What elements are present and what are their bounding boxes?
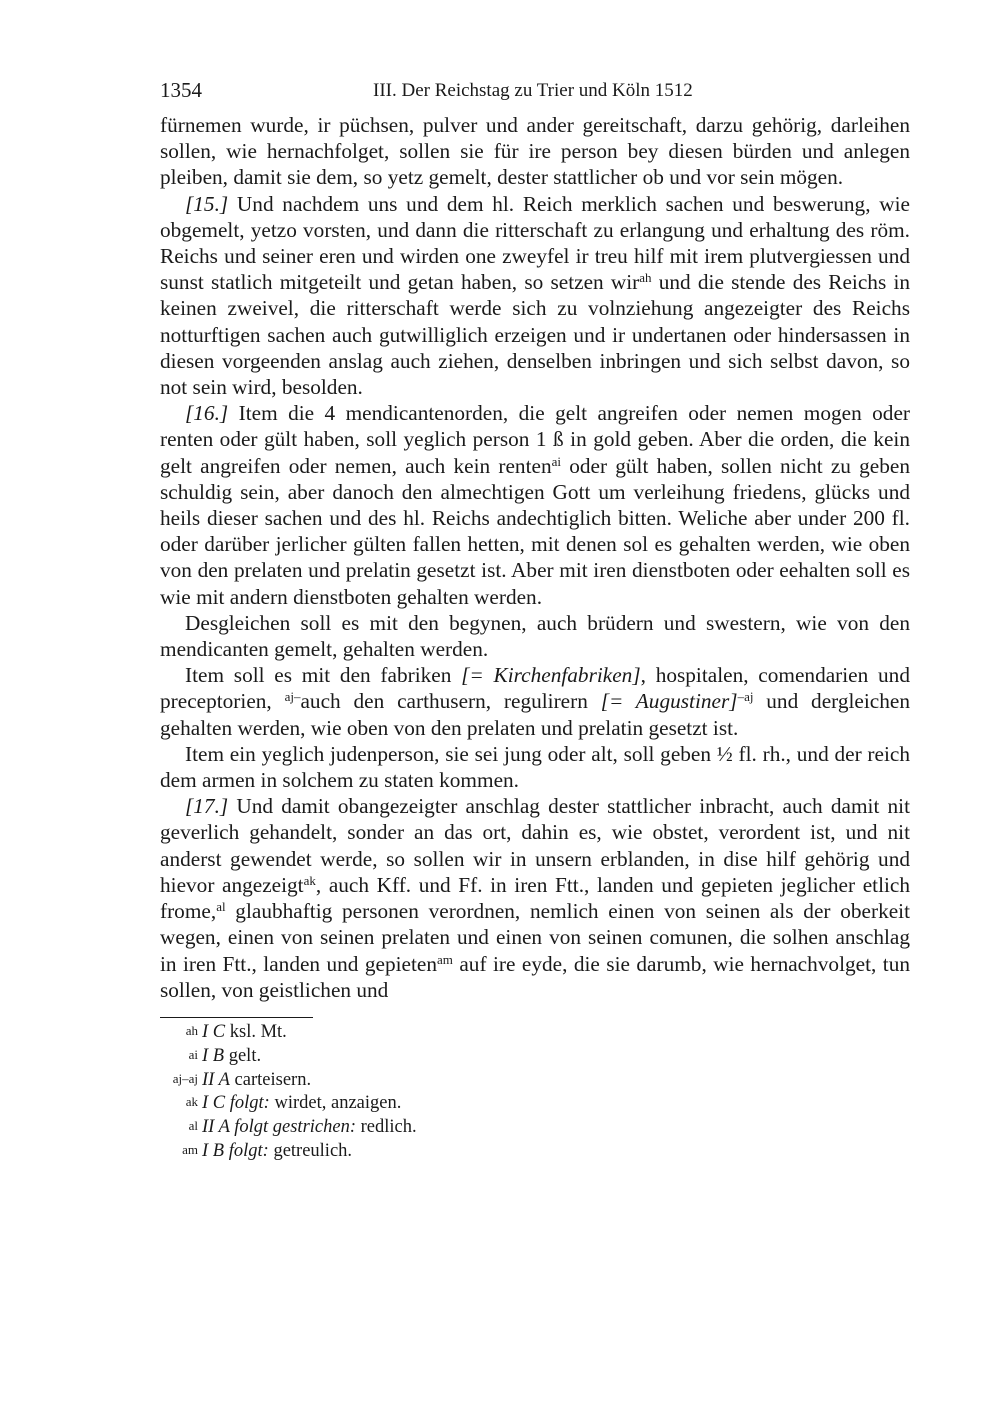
footnote-text: gelt. [224, 1045, 262, 1066]
running-head [160, 78, 910, 112]
paragraph-fabriken [160, 662, 910, 741]
paragraph-text: fürnemen wurde, ir püchsen, pulver und ander gereitschaft, darzu gehörig, darleihen sollen, wie hernachfolget, sollen sie für ire person bey diesen bürden und anlegen pleiben, damit sie dem, so yetz gemelt, dester stattlicher ob und vor sein mögen. [160, 113, 910, 190]
footnote-am [160, 1140, 910, 1164]
editorial-gloss: [= Augustiner] [600, 689, 738, 714]
running-title: III. Der Reichstag zu Trier und Köln 1512 [373, 80, 693, 101]
footnote-source: I B [202, 1045, 225, 1066]
section-number: [17.] [185, 794, 229, 819]
paragraph-1 [160, 112, 910, 191]
footnote-text: redlich. [356, 1117, 417, 1138]
footnote-source: I B [202, 1140, 225, 1161]
footnote-ref-aj-open[interactable]: aj– [284, 689, 301, 705]
footnote-text: ksl. Mt. [225, 1021, 287, 1042]
paragraph-text: und die stende des Reichs in keinen zweivel, die ritterschaft werde sich zu volnziehung angezeigter des Reichs notturftigen sachen auch gutwilliglich erzeigen und ir undertanen oder hindersassen in diesen vorgeenden anslag auch ziehen, denselben inbringen und sich selbst davon, so not sein wird, besolden. [160, 270, 911, 400]
footnote-note: folgt: [224, 1140, 269, 1161]
paragraph-text: auf ire eyde, die sie darumb, wie hernachvolget, tun sollen, von geistlichen und [160, 951, 910, 1002]
footnote-mark: al [188, 1118, 198, 1134]
footnote-mark: am [182, 1141, 198, 1157]
paragraph-text: Und nachdem uns und dem hl. Reich merklich sachen und beswerung, wie obgemelt, yetzo vorsten, und dann die ritterschaft zu erlangung und erhaltung des röm. Reichs und seiner eren und wirden one zweyfel ir treu hilf mit irem plutvergiessen und sunst statlich mitgeteilt und getan haben, so setzen wir [160, 191, 910, 295]
footnote-source: II A [202, 1117, 230, 1138]
footnote-ref-am[interactable]: am [437, 951, 453, 967]
paragraph-text: und dergleichen gehalten werden, wie oben von den prelaten und prelatin gesetzt ist. [160, 689, 910, 740]
paragraph-17 [160, 793, 910, 1003]
section-number: [15.] [185, 191, 229, 216]
paragraph-text: Item die 4 mendicantenorden, die gelt angreifen oder nemen mogen oder renten oder gült haben, soll yeglich person 1 ß in gold geben. Aber die orden, die kein gelt angreifen oder nemen, auch kein renten [160, 401, 910, 478]
paragraph-text: Item ein yeglich judenperson, sie sei jung oder alt, soll geben ½ fl. rh., und der reich dem armen in solchem zu staten kommen. [160, 741, 910, 793]
body-text [160, 112, 910, 1003]
footnote-ref-ai[interactable]: ai [551, 453, 561, 469]
footnote-aj [160, 1069, 910, 1093]
section-number: [16.] [185, 401, 229, 426]
page [160, 78, 910, 1164]
paragraph-text: Und damit obangezeigter anschlag dester stattlicher inbracht, auch damit nit geverlich gehandelt, sonder an das ort, dahin es, wie obstet, verordent ist, und nit anderst gewendet werde, so sollen wir in unsern erblanden, in dise hilf gehörig und hievor angezeigt [160, 794, 910, 897]
footnote-source: I C [202, 1021, 226, 1042]
paragraph-text: , hospitalen, comendarien und preceptorien, [160, 663, 910, 714]
page-number: 1354 [160, 78, 202, 102]
footnote-ref-ah[interactable]: ah [639, 270, 652, 286]
footnote-divider [160, 1017, 313, 1018]
footnote-mark: ak [185, 1094, 198, 1110]
paragraph-15 [160, 191, 910, 401]
paragraph-judenperson [160, 741, 910, 793]
paragraph-text: glaubhaftig personen verordnen, nemlich einen von seinen als der oberkeit wegen, einen von seinen prelaten und einen von seinen comunen, die solhen anschlag in iren Ftt., landen und gepieten [160, 899, 910, 976]
footnote-ak [160, 1092, 910, 1116]
editorial-gloss: [= Kirchenfabriken] [461, 663, 641, 688]
footnote-text: getreulich. [268, 1140, 353, 1161]
footnote-source: II A [202, 1069, 230, 1090]
footnote-source: I C [202, 1093, 226, 1114]
paragraph-text: Desgleichen soll es mit den begynen, auch brüdern und swestern, wie von den mendicanten gemelt, gehalten werden. [160, 610, 910, 662]
paragraph-16 [160, 400, 910, 610]
paragraph-text: , auch Kff. und Ff. in iren Ftt., landen und gepieten jeglicher etlich frome, [160, 872, 911, 924]
footnote-note: folgt: [225, 1093, 270, 1114]
footnote-ref-al[interactable]: al [216, 899, 226, 915]
footnote-ref-ak[interactable]: ak [303, 872, 316, 888]
paragraph-begynen [160, 610, 910, 662]
footnote-mark: ai [188, 1046, 198, 1062]
footnotes [160, 1021, 910, 1164]
paragraph-text: Item soll es mit den fabriken [185, 663, 462, 688]
footnote-ai [160, 1045, 910, 1069]
footnote-text: wirdet, anzaigen. [269, 1093, 402, 1114]
footnote-mark: ah [185, 1022, 198, 1038]
footnote-text: carteisern. [229, 1069, 312, 1090]
footnote-ref-aj-close[interactable]: –aj [737, 689, 754, 705]
footnote-mark: aj–aj [172, 1070, 198, 1086]
footnote-note: folgt gestrichen: [229, 1117, 356, 1138]
footnote-al [160, 1116, 910, 1140]
footnote-ah [160, 1021, 910, 1045]
paragraph-text: auch den carthusern, regulirern [300, 689, 601, 714]
paragraph-text: oder gült haben, sollen nicht zu geben schuldig sein, aber danoch den almechtigen Gott um verleihung friedens, glücks und heils dieser sachen und des hl. Reichs andechtiglich bitten. Weliche aber under 200 fl. oder darüber jerlicher gülten fallen hetten, mit denen sol es gehalten werden, wie oben von den prelaten und prelatin gesetzt ist. Aber mit iren dienstboten oder eehalten soll es wie mit andern dienstboten gehalten werden. [160, 453, 911, 609]
